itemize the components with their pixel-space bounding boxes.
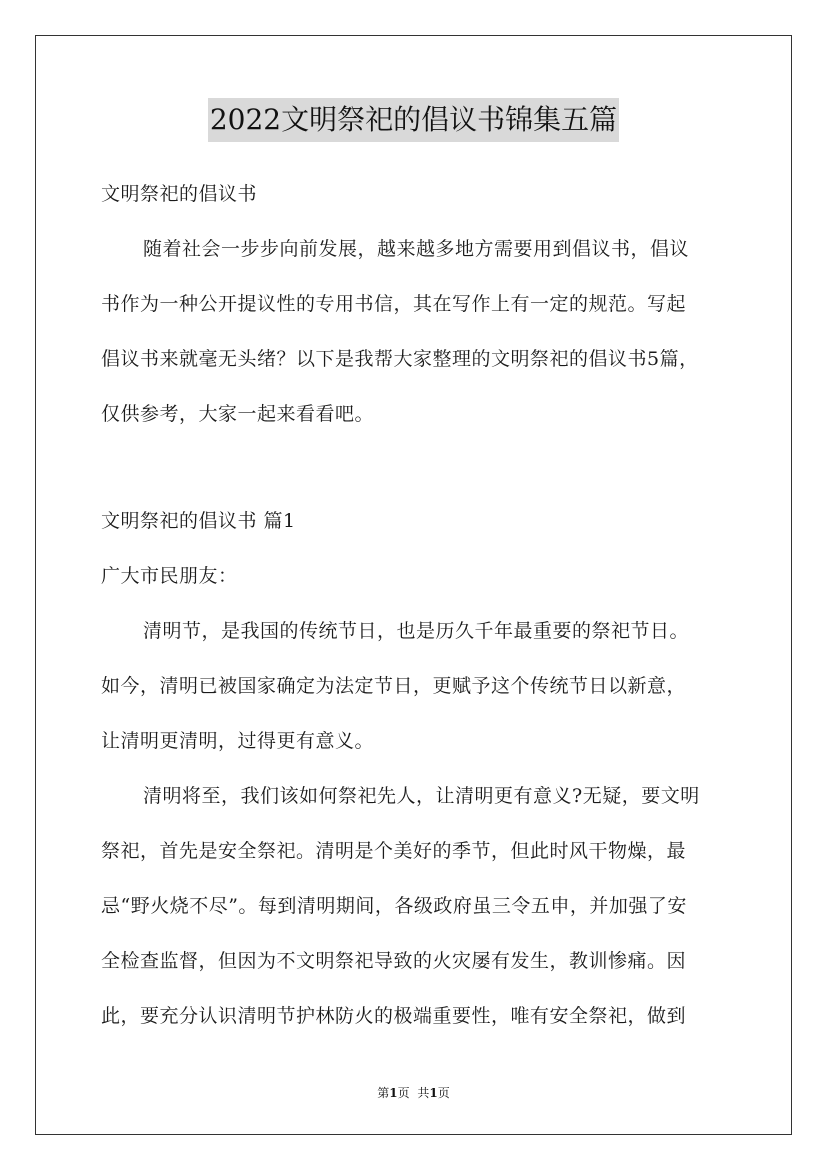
paragraph-line: 倡议书来就毫无头绪？以下是我帮大家整理的文明祭祀的倡议书5篇， bbox=[101, 348, 699, 370]
total-pages: 1 bbox=[429, 1086, 438, 1100]
paragraph-line: 全检查监督，但因为不文明祭祀导致的火灾屡有发生，教训惨痛。因 bbox=[101, 950, 687, 972]
document-title: 2022文明祭祀的倡议书锦集五篇 bbox=[208, 98, 619, 142]
paragraph-line: 仅供参考，大家一起来看看吧。 bbox=[101, 403, 375, 425]
paragraph-line: 忌“野火烧不尽”。每到清明期间，各级政府虽三令五申，并加强了安 bbox=[101, 895, 687, 917]
paragraph-line: 清明节，是我国的传统节日，也是历久千年最重要的祭祀节日。 bbox=[143, 620, 690, 642]
paragraph-line: 让清明更清明，过得更有意义。 bbox=[101, 730, 375, 752]
page-number: 1 bbox=[389, 1086, 398, 1100]
section-heading: 文明祭祀的倡议书 篇1 bbox=[101, 510, 296, 532]
page-footer bbox=[0, 1085, 827, 1101]
paragraph-line: 如今，清明已被国家确定为法定节日，更赋予这个传统节日以新意， bbox=[101, 675, 687, 697]
paragraph-line: 此，要充分认识清明节护林防火的极端重要性，唯有安全祭祀，做到 bbox=[101, 1005, 687, 1027]
salutation: 广大市民朋友： bbox=[101, 565, 238, 587]
page-label-prefix: 第 bbox=[377, 1086, 390, 1100]
total-label-prefix: 共 bbox=[417, 1086, 430, 1100]
paragraph-line: 祭祀，首先是安全祭祀。清明是个美好的季节，但此时风干物燥，最 bbox=[101, 840, 687, 862]
total-label-suffix: 页 bbox=[437, 1086, 450, 1100]
paragraph-line: 书作为一种公开提议性的专用书信，其在写作上有一定的规范。写起 bbox=[101, 293, 687, 315]
title-container bbox=[0, 98, 827, 142]
paragraph-line: 清明将至，我们该如何祭祀先人，让清明更有意义?无疑，要文明 bbox=[143, 785, 700, 807]
paragraph-line: 随着社会一步步向前发展，越来越多地方需要用到倡议书，倡议 bbox=[143, 238, 690, 260]
section-heading: 文明祭祀的倡议书 bbox=[101, 183, 258, 205]
page-label-suffix: 页 bbox=[397, 1086, 410, 1100]
